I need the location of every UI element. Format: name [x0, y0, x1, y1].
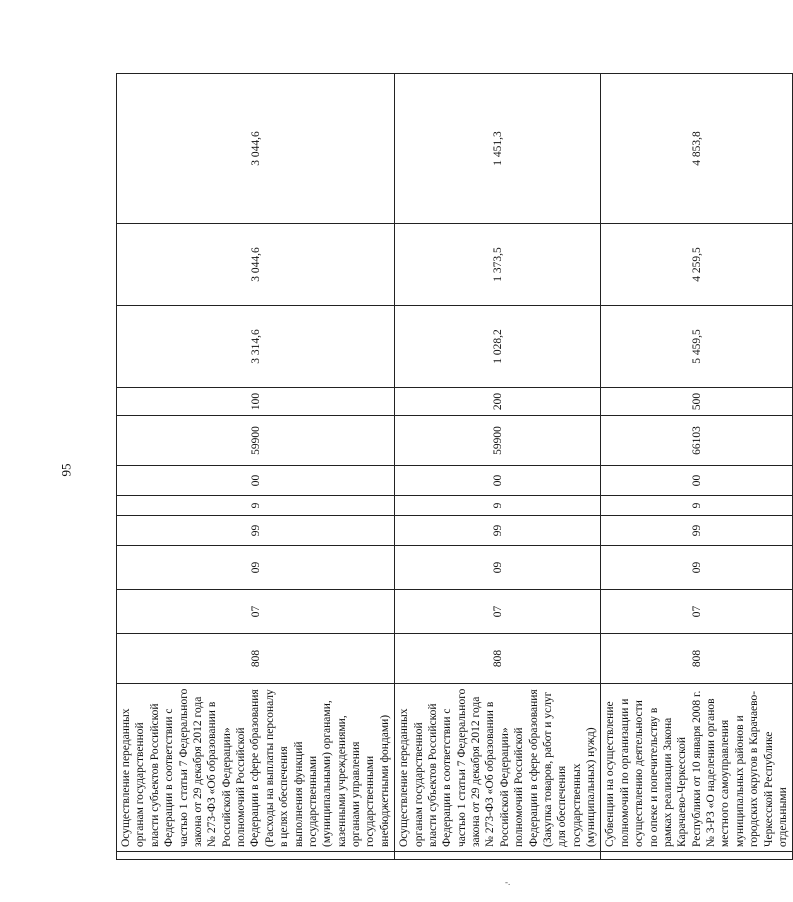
- row-margin-cell: [601, 852, 793, 860]
- cell-vr: 200: [395, 388, 601, 416]
- row-margin-cell: [117, 852, 395, 860]
- cell-v2: 1 373,5: [395, 224, 601, 306]
- cell-v1: 5 459,5: [601, 306, 793, 388]
- cell-vr: 100: [117, 388, 395, 416]
- cell-pr: 09: [395, 546, 601, 590]
- cell-c3: 00: [395, 466, 601, 496]
- cell-v1: 1 028,2: [395, 306, 601, 388]
- cell-c3: 00: [601, 466, 793, 496]
- cell-pr: 09: [601, 546, 793, 590]
- cell-ved: 808: [601, 634, 793, 684]
- cell-rz: 07: [395, 590, 601, 634]
- cell-v3: 3 044,6: [117, 74, 395, 224]
- budget-table-rotated: [116, 74, 789, 860]
- cell-v2: 4 259,5: [601, 224, 793, 306]
- cell-c2: 9: [601, 496, 793, 516]
- cell-pr: 09: [117, 546, 395, 590]
- cell-v3: 4 853,8: [601, 74, 793, 224]
- cell-ved: 808: [117, 634, 395, 684]
- cell-c3: 00: [117, 466, 395, 496]
- cell-name: Субвенции на осуществление полномочий по организации и осуществлению деятельности по опеке и попечительству в рамках реализации Закона Карачаево-Черкесской Республики от 10 января 2008 г. № 3-РЗ «О наделении органов местного самоуправления муниципальных районов и городских округов в Карачаево-Черкесской Республике отдельными: [601, 684, 793, 852]
- budget-table: [116, 73, 793, 860]
- cell-v1: 3 314,6: [117, 306, 395, 388]
- cell-c2: 9: [117, 496, 395, 516]
- cell-name: Осуществление переданных органам государственной власти субъектов Российской Федерации в соответствии с частью 1 статьи 7 Федерального закона от 29 декабря 2012 года № 273-ФЗ «Об образовании в Российской Федерации» полномочий Российской Федерации в сфере образования (Закупка товаров, работ и услуг для обеспечения государственных (муниципальных) нужд): [395, 684, 601, 852]
- cell-c4: 66103: [601, 416, 793, 466]
- table-row: [395, 74, 601, 860]
- table-row: [117, 74, 395, 860]
- cell-v2: 3 044,6: [117, 224, 395, 306]
- cell-c1: 99: [117, 516, 395, 546]
- cell-v3: 1 451,3: [395, 74, 601, 224]
- cell-c4: 59900: [395, 416, 601, 466]
- cell-rz: 07: [117, 590, 395, 634]
- cell-c1: 99: [395, 516, 601, 546]
- cell-c1: 99: [601, 516, 793, 546]
- row-margin-cell: [395, 852, 601, 860]
- cell-name: Осуществление переданных органам государственной власти субъектов Российской Федерации в соответствии с частью 1 статьи 7 Федерального закона от 29 декабря 2012 года № 273-ФЗ «Об образовании в Российской Федерации» полномочий Российской Федерации в сфере образования (Расходы на выплаты персоналу в целях обеспечения выполнения функций государственными (муниципальными) органами, казенными учреждениями, органами управления государственными внебюджетными фондами): [117, 684, 395, 852]
- cell-rz: 07: [601, 590, 793, 634]
- page-number: 95: [58, 463, 74, 477]
- cell-c4: 59900: [117, 416, 395, 466]
- footer-mark: -.: [505, 877, 511, 887]
- cell-ved: 808: [395, 634, 601, 684]
- cell-vr: 500: [601, 388, 793, 416]
- table-row: [601, 74, 793, 860]
- cell-c2: 9: [395, 496, 601, 516]
